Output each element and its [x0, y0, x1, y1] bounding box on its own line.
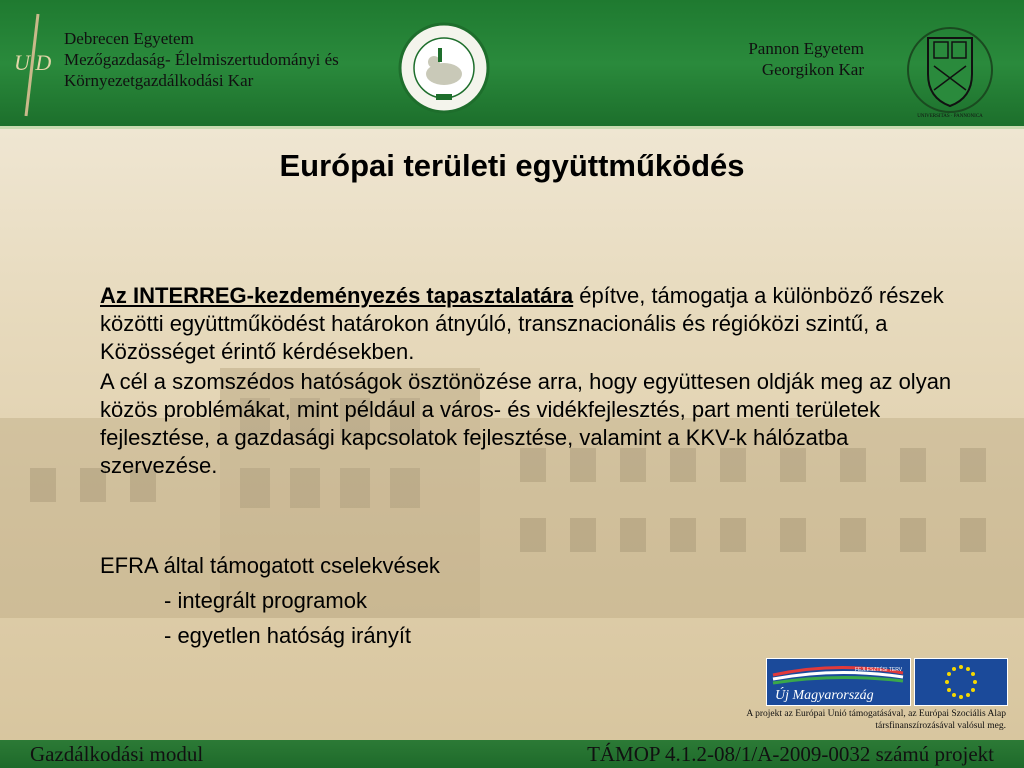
paragraph-goal: A cél a szomszédos hatóságok ösztönözése arra, hogy együttesen oldják meg az olyan közös problémákat, mint például a város- és vidékfejlesztés, part menti területek fejlesztése, a gazdasági kapcsolatok fejlesztése, valamint a KKV-k hálózatba szervezése.: [100, 369, 952, 478]
efra-heading: EFRA által támogatott cselekvések: [100, 553, 440, 578]
left-university-line: Környezetgazdálkodási Kar: [64, 71, 254, 90]
uj-magyarorszag-logo: [766, 658, 911, 706]
interreg-emphasis: Az INTERREG-kezdeményezés tapasztalatára: [100, 283, 574, 308]
pannon-university-crest-icon: [904, 20, 996, 120]
right-university-line: Pannon Egyetem: [748, 39, 864, 58]
slide-title: Európai területi együttműködés: [279, 148, 745, 183]
funding-note: A projekt az Európai Unió támogatásával, az Európai Szociális Alap társfinanszírozásával valósul meg.: [746, 709, 1006, 731]
eu-flag-icon: [914, 658, 1008, 706]
slide-body: [100, 282, 970, 482]
left-university-line: Mezőgazdaság- Élelmiszertudományi és: [64, 50, 339, 69]
faculty-seal-icon: [398, 22, 490, 114]
funding-logos: [766, 658, 1008, 706]
svg-text:Új Magyarország: Új Magyarország: [775, 688, 874, 703]
footer-module-name: Gazdálkodási modul: [30, 742, 204, 766]
left-university-line: Debrecen Egyetem: [64, 29, 194, 48]
efra-list-item: - integrált programok: [164, 588, 367, 613]
efra-list-item: - egyetlen hatóság irányít: [164, 623, 412, 648]
right-university-line: Georgikon Kar: [761, 60, 864, 79]
svg-text:U D: U D: [14, 50, 52, 75]
header-divider: [0, 126, 1024, 129]
header-bar: [0, 0, 1024, 128]
university-debrecen-logo: [8, 10, 52, 120]
left-university-name: [64, 28, 339, 91]
paragraph-interreg-rest: építve, támogatja a különböző részek közötti együttműködést határokon átnyúló, transznacionális és régióközi szintű, a Közösséget érintő kérdésekben.: [100, 283, 944, 364]
efra-section: [100, 548, 440, 653]
svg-text:UNIVERSITAS · PANNONICA: UNIVERSITAS · PANNONICA: [917, 114, 983, 119]
svg-text:FEJLESZTÉSI TERV: FEJLESZTÉSI TERV: [855, 667, 903, 673]
right-university-name: [700, 38, 864, 80]
paragraph-interreg: [100, 282, 970, 366]
footer-project-id: TÁMOP 4.1.2-08/1/A-2009-0032 számú projekt: [587, 742, 994, 766]
